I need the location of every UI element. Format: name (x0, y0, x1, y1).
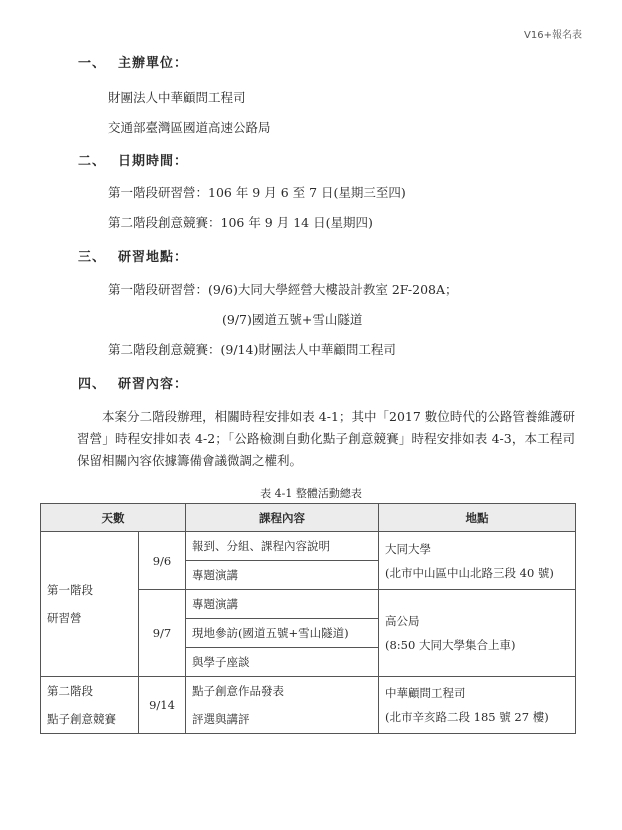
organizer-1: 財團法人中華顧問工程司 (108, 90, 246, 105)
header-place: 地點 (379, 504, 576, 532)
item-cell: 點子創意作品發表 (186, 677, 379, 706)
content-paragraph (77, 406, 575, 472)
header-day: 天數 (41, 504, 186, 532)
stage-1-label-line-1: 第一階段 (47, 583, 93, 597)
section-number: 三、 (78, 250, 107, 265)
item-cell: 評選與講評 (186, 705, 379, 734)
section-number: 一、 (78, 56, 107, 71)
location-address: (北市中山區中山北路三段 40 號) (385, 565, 554, 580)
item-cell: 專題演講 (186, 561, 379, 590)
section-heading-locations (78, 246, 188, 265)
section-heading-dates (78, 150, 188, 169)
location-cell-day-2 (379, 590, 576, 677)
organizer-2: 交通部臺灣區國道高速公路局 (108, 120, 271, 135)
section-number: 二、 (78, 154, 107, 169)
location-note: (8:50 大同大學集合上車) (385, 638, 516, 652)
date-cell-9-14: 9/14 (139, 677, 186, 734)
stage-2-label-cell (41, 677, 139, 734)
version-tag: V16+報名表 (524, 30, 582, 41)
location-stage-2: 第二階段創意競賽：(9/14)財團法人中華顧問工程司 (108, 342, 396, 357)
stage-1-label-cell (41, 532, 139, 677)
location-name: 大同大學 (385, 541, 431, 556)
content-paragraph-text: 本案分二階段辦理，相關時程安排如表 4-1；其中「2017 數位時代的公路管養維護研習營」時程安排如表 4-2；「公路檢測自動化點子創意競賽」時程安排如表 4-3，本工程司保留相關內容依據籌備會議微調之權利。 (77, 409, 575, 468)
table-header-row (41, 504, 576, 532)
item-cell: 報到、分組、課程內容說明 (186, 532, 379, 561)
location-cell-day-1 (379, 532, 576, 590)
header-content: 課程內容 (186, 504, 379, 532)
location-name: 高公局 (385, 614, 420, 628)
location-address: (北市辛亥路二段 185 號 27 樓) (385, 710, 549, 724)
location-name: 中華顧問工程司 (385, 686, 466, 700)
section-heading-content (78, 373, 188, 392)
item-cell: 專題演講 (186, 590, 379, 619)
table-row (41, 532, 576, 561)
date-stage-2: 第二階段創意競賽：106 年 9 月 14 日(星期四) (108, 215, 373, 230)
section-number: 四、 (78, 377, 107, 392)
location-cell-stage-2 (379, 677, 576, 734)
item-cell: 現地參訪(國道五號+雪山隧道) (186, 619, 379, 648)
item-cell: 與學子座談 (186, 648, 379, 677)
section-title: 主辦單位： (118, 56, 189, 71)
location-stage-1-day-2: (9/7)國道五號+雪山隧道 (222, 312, 363, 327)
date-stage-1: 第一階段研習營：106 年 9 月 6 至 7 日(星期三至四) (108, 185, 406, 200)
table-caption: 表 4-1 整體活動總表 (260, 487, 362, 500)
stage-1-label-line-2: 研習營 (47, 611, 82, 625)
schedule-table (40, 503, 576, 734)
location-stage-1-day-1: 第一階段研習營：(9/6)大同大學經營大樓設計教室 2F-208A； (108, 282, 458, 297)
table-row (41, 677, 576, 706)
section-heading-organizers (78, 52, 188, 71)
section-title: 研習內容： (118, 377, 189, 392)
date-cell-9-6: 9/6 (139, 532, 186, 590)
stage-2-label-line-2: 點子創意競賽 (47, 712, 116, 726)
stage-2-label-line-1: 第二階段 (47, 684, 93, 698)
section-title: 研習地點： (118, 250, 189, 265)
date-cell-9-7: 9/7 (139, 590, 186, 677)
section-title: 日期時間： (118, 154, 189, 169)
